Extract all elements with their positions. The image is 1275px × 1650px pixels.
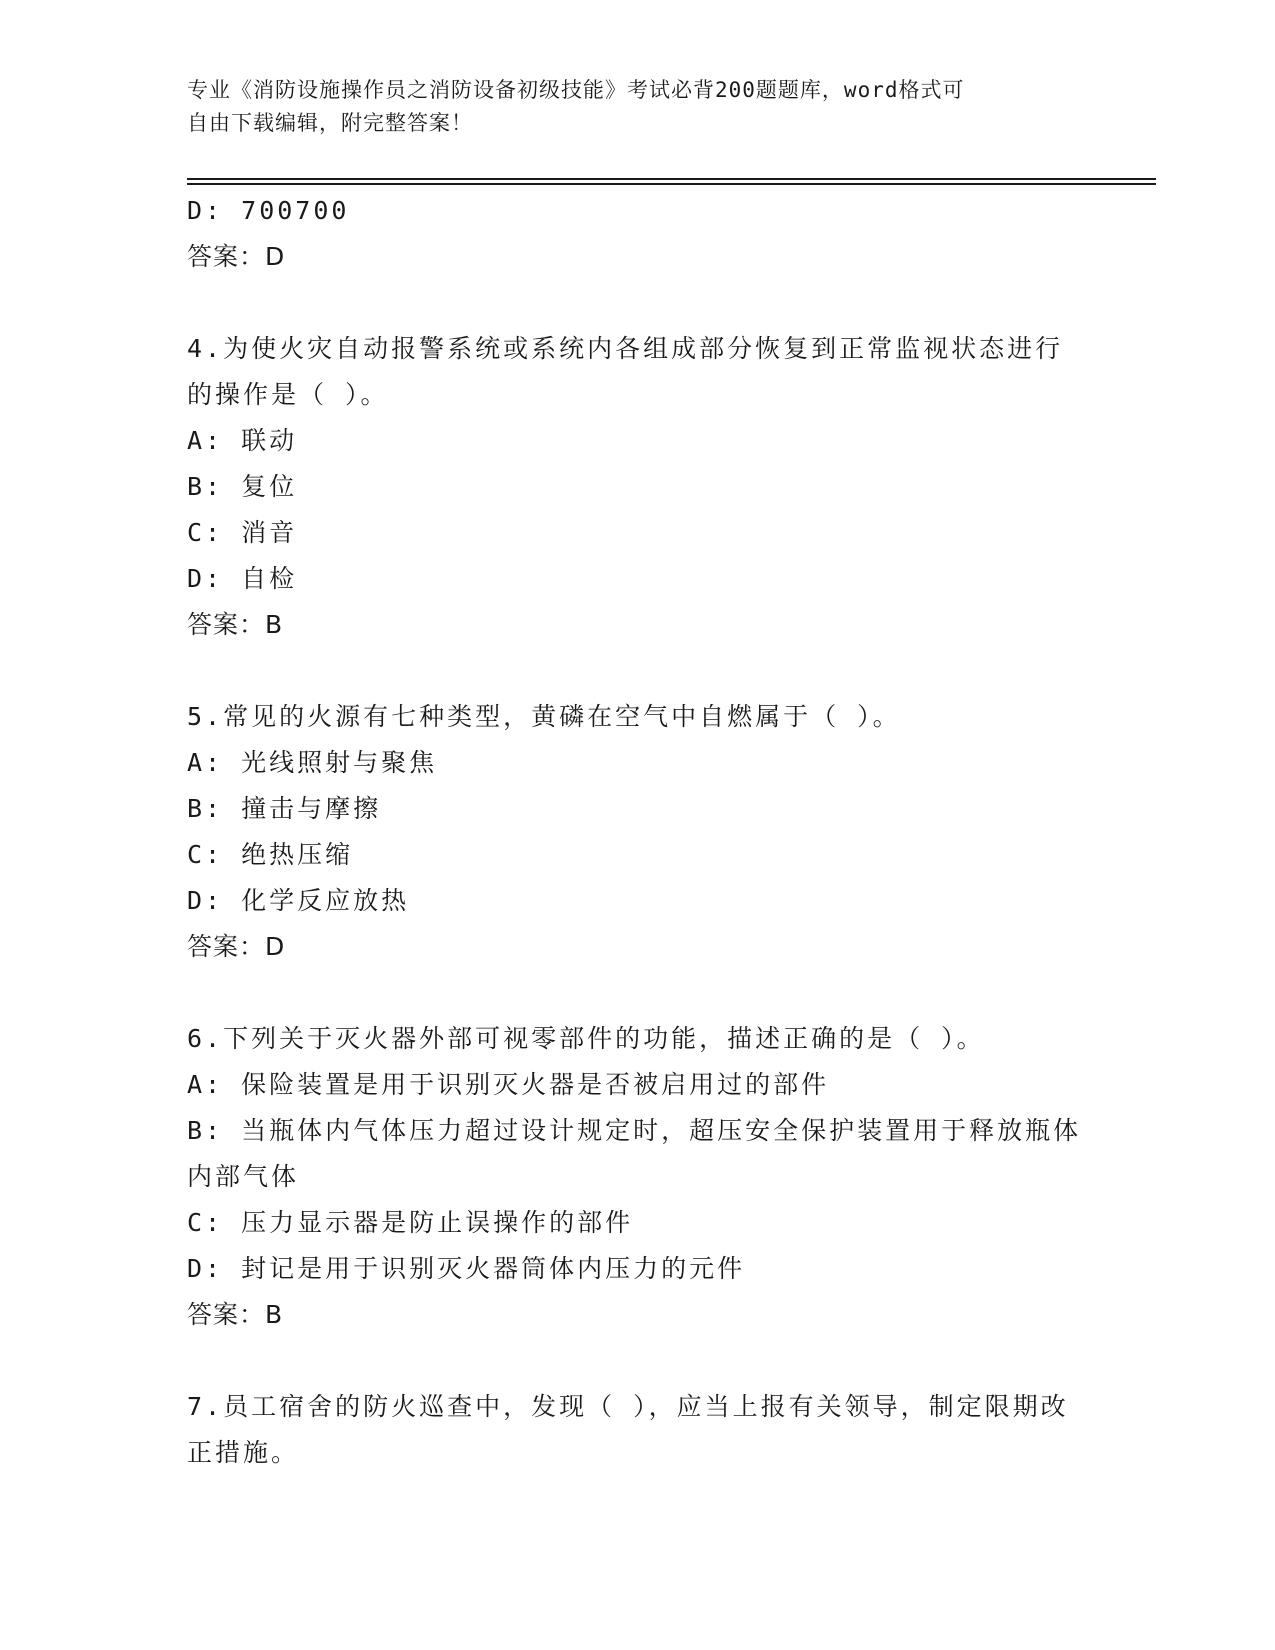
header-rule-bottom	[187, 183, 1156, 185]
option-a: A: 保险装置是用于识别灭火器是否被启用过的部件	[187, 1070, 830, 1099]
option-b: B: 当瓶体内气体压力超过设计规定时，超压安全保护装置用于释放瓶体内部气体	[187, 1116, 1082, 1191]
option-d: D: 化学反应放热	[187, 886, 410, 915]
header-rule-top	[187, 178, 1156, 180]
header-line-1: 专业《消防设施操作员之消防设备初级技能》考试必背200题题库，word格式可	[187, 78, 965, 102]
answer: 答案：B	[187, 610, 284, 639]
question-text: 7.员工宿舍的防火巡查中，发现（ ），应当上报有关领导，制定限期改正措施。	[187, 1392, 1069, 1467]
prev-option-d: D: 700700	[187, 196, 350, 225]
prev-answer: 答案：D	[187, 242, 286, 271]
option-d: D: 自检	[187, 564, 298, 593]
question-4	[187, 326, 1087, 648]
option-c: C: 绝热压缩	[187, 840, 354, 869]
question-text: 6.下列关于灭火器外部可视零部件的功能，描述正确的是（ ）。	[187, 1024, 985, 1053]
answer: 答案：D	[187, 932, 286, 961]
option-d: D: 封记是用于识别灭火器筒体内压力的元件	[187, 1254, 746, 1283]
question-6	[187, 1016, 1087, 1338]
page-header	[187, 74, 1067, 140]
option-c: C: 消音	[187, 518, 298, 547]
header-line-2: 自由下载编辑，附完整答案！	[187, 111, 473, 135]
option-a: A: 联动	[187, 426, 298, 455]
option-b: B: 复位	[187, 472, 298, 501]
question-7	[187, 1384, 1087, 1476]
question-text: 4.为使火灾自动报警系统或系统内各组成部分恢复到正常监视状态进行的操作是（ ）。	[187, 334, 1064, 409]
document-body	[187, 188, 1087, 1476]
option-a: A: 光线照射与聚焦	[187, 748, 438, 777]
option-c: C: 压力显示器是防止误操作的部件	[187, 1208, 634, 1237]
option-b: B: 撞击与摩擦	[187, 794, 382, 823]
question-5	[187, 694, 1087, 970]
question-text: 5.常见的火源有七种类型，黄磷在空气中自燃属于（ ）。	[187, 702, 901, 731]
answer: 答案：B	[187, 1300, 284, 1329]
